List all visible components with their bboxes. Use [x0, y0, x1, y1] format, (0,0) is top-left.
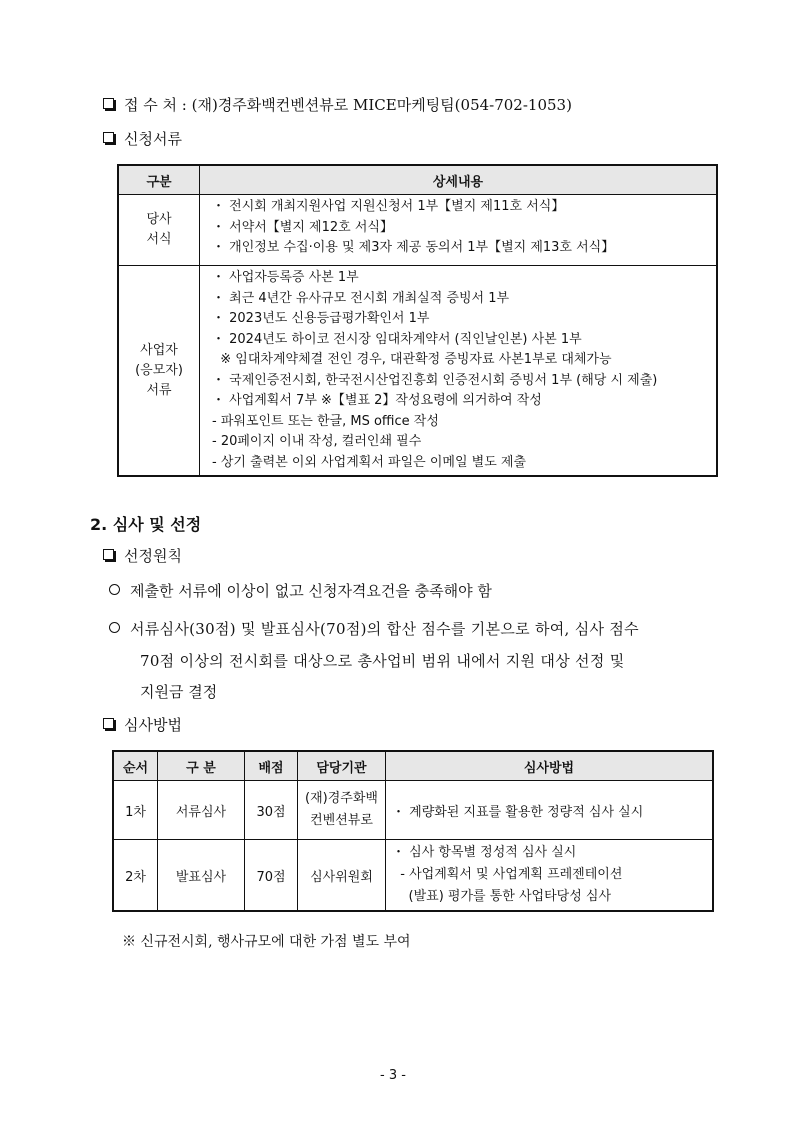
header-score: 배점 — [245, 751, 298, 781]
header-order: 순서 — [113, 751, 158, 781]
list-item: ・ 전시회 개최지원사업 지원신청서 1부【별지 제11호 서식】 — [212, 199, 565, 214]
header-type: 구 분 — [158, 751, 245, 781]
list-item: ・ 사업계획서 7부 ※【별표 2】작성요령에 의거하여 작성 — [212, 393, 542, 408]
principle-item — [109, 580, 492, 601]
table-row — [113, 781, 713, 840]
cell-agency: (재)경주화백 컨벤션뷰로 — [298, 781, 386, 840]
row-category: 당사 서식 — [118, 195, 200, 266]
review-method-text: 심사방법 — [124, 716, 182, 734]
table-row — [113, 840, 713, 912]
principle-item — [109, 618, 639, 639]
table-row — [118, 195, 717, 266]
review-table-header — [113, 751, 713, 781]
header-method: 심사방법 — [386, 751, 714, 781]
list-item: - 상기 출력본 이외 사업계획서 파일은 이메일 별도 제출 — [212, 454, 527, 470]
list-item: ・ 2023년도 신용등급평가확인서 1부 — [212, 311, 430, 326]
documents-heading — [103, 128, 182, 149]
header-details: 상세내용 — [200, 165, 718, 195]
list-item: ・ 국제인증전시회, 한국전시산업진흥회 인증전시회 증빙서 1부 (해당 시 제출) — [212, 372, 658, 388]
checkbox-bullet-icon — [103, 98, 114, 109]
checkbox-bullet-icon — [103, 718, 114, 729]
cell-order: 1차 — [113, 781, 158, 840]
list-item: ・ 개인정보 수집·이용 및 제3자 제공 동의서 1부【별지 제13호 서식】 — [212, 240, 615, 255]
list-item: ・ 최근 4년간 유사규모 전시회 개최실적 증빙서 1부 — [212, 290, 510, 306]
principle-continuation: 지원금 결정 — [140, 683, 218, 701]
table-row — [118, 266, 717, 477]
cell-type: 서류심사 — [158, 781, 245, 840]
header-category: 구분 — [118, 165, 200, 195]
list-item: (발표) 평가를 통한 사업타당성 심사 — [392, 889, 612, 904]
selection-principle-heading — [103, 545, 182, 566]
cell-type: 발표심사 — [158, 840, 245, 912]
checkbox-bullet-icon — [103, 132, 114, 143]
checkbox-bullet-icon — [103, 549, 114, 560]
list-item: ・ 사업자등록증 사본 1부 — [212, 270, 359, 285]
section-title: 2. 심사 및 선정 — [90, 515, 202, 534]
review-table — [112, 750, 714, 912]
principle-text: 서류심사(30점) 및 발표심사(70점)의 합산 점수를 기본으로 하여, 심사 점수 — [130, 620, 639, 638]
cell-method — [386, 840, 714, 912]
reception-line — [103, 94, 572, 115]
reception-value: (재)경주화백컨벤션뷰로 MICE마케팅팀(054-702-1053) — [191, 96, 572, 114]
list-item: - 사업계획서 및 사업계획 프레젠테이션 — [392, 867, 623, 882]
circle-bullet-icon — [109, 584, 120, 595]
list-item: ・ 서약서【별지 제12호 서식】 — [212, 219, 393, 235]
note: ※ 신규전시회, 행사규모에 대한 가점 별도 부여 — [122, 934, 411, 950]
selection-principle-text: 선정원칙 — [124, 547, 182, 565]
cell-method — [386, 781, 714, 840]
row-items — [200, 195, 718, 266]
list-item: ※ 임대차계약체결 전인 경우, 대관확정 증빙자료 사본1부로 대체가능 — [212, 352, 612, 367]
row-category: 사업자 (응모자) 서류 — [118, 266, 200, 477]
page-number: - 3 - — [380, 1068, 406, 1083]
circle-bullet-icon — [109, 622, 120, 633]
review-method-heading — [103, 714, 182, 735]
cell-order: 2차 — [113, 840, 158, 912]
list-item: - 20페이지 이내 작성, 컬러인쇄 필수 — [212, 434, 422, 449]
list-item: - 파워포인트 또는 한글, MS office 작성 — [212, 413, 439, 429]
documents-heading-text: 신청서류 — [124, 130, 182, 148]
principle-continuation: 70점 이상의 전시회를 대상으로 총사업비 범위 내에서 지원 대상 선정 및 — [140, 652, 625, 670]
header-agency: 담당기관 — [298, 751, 386, 781]
list-item: ・ 계량화된 지표를 활용한 정량적 심사 실시 — [392, 804, 644, 820]
cell-score: 70점 — [245, 840, 298, 912]
documents-table-header — [118, 165, 717, 195]
documents-table — [117, 164, 718, 477]
reception-label: 접 수 처 : — [124, 96, 187, 114]
cell-score: 30점 — [245, 781, 298, 840]
cell-agency: 심사위원회 — [298, 840, 386, 912]
list-item: ・ 2024년도 하이코 전시장 임대차계약서 (직인날인본) 사본 1부 — [212, 331, 582, 347]
row-items — [200, 266, 718, 477]
principle-text: 제출한 서류에 이상이 없고 신청자격요건을 충족해야 함 — [130, 582, 492, 600]
list-item: ・ 심사 항목별 정성적 심사 실시 — [392, 845, 577, 860]
